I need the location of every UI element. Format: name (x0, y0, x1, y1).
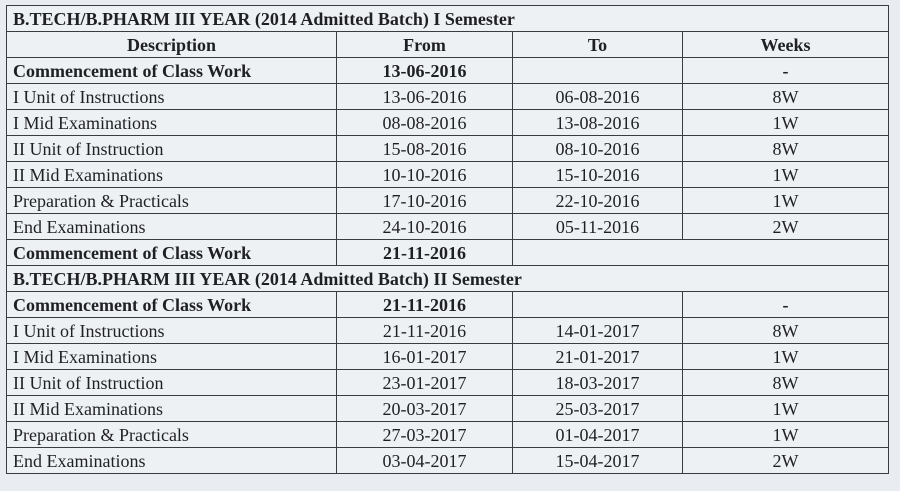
row-weeks: 1W (683, 188, 889, 214)
semester-2-title: B.TECH/B.PHARM III YEAR (2014 Admitted Batch) II Semester (7, 266, 889, 292)
table-row (7, 188, 889, 214)
table-row (7, 136, 889, 162)
row-from: 20-03-2017 (337, 396, 513, 422)
row-description: End Examinations (7, 214, 337, 240)
semester-2-heading-row (7, 266, 889, 292)
row-to: 14-01-2017 (513, 318, 683, 344)
row-description: II Unit of Instruction (7, 370, 337, 396)
row-from: 16-01-2017 (337, 344, 513, 370)
row-weeks: 1W (683, 162, 889, 188)
header-from: From (337, 32, 513, 58)
table-row (7, 396, 889, 422)
row-to: 01-04-2017 (513, 422, 683, 448)
row-from: 15-08-2016 (337, 136, 513, 162)
row-description: II Unit of Instruction (7, 136, 337, 162)
table-row (7, 58, 889, 84)
row-from: 08-08-2016 (337, 110, 513, 136)
row-description: I Unit of Instructions (7, 318, 337, 344)
row-to (513, 240, 889, 266)
row-weeks: 1W (683, 344, 889, 370)
table-row (7, 448, 889, 474)
table-row (7, 292, 889, 318)
header-to: To (513, 32, 683, 58)
table-row (7, 318, 889, 344)
row-description: II Mid Examinations (7, 162, 337, 188)
row-from: 21-11-2016 (337, 318, 513, 344)
row-weeks: - (683, 58, 889, 84)
semester-1-heading-row (7, 6, 889, 32)
row-to: 25-03-2017 (513, 396, 683, 422)
table-row (7, 84, 889, 110)
row-description: I Mid Examinations (7, 110, 337, 136)
header-description: Description (7, 32, 337, 58)
row-from: 21-11-2016 (337, 292, 513, 318)
row-description: Preparation & Practicals (7, 422, 337, 448)
row-from: 03-04-2017 (337, 448, 513, 474)
row-to: 06-08-2016 (513, 84, 683, 110)
row-from: 23-01-2017 (337, 370, 513, 396)
row-description: Commencement of Class Work (7, 240, 337, 266)
row-weeks: 2W (683, 214, 889, 240)
academic-calendar (6, 5, 888, 474)
table-row (7, 162, 889, 188)
row-weeks: 8W (683, 136, 889, 162)
row-weeks: 2W (683, 448, 889, 474)
row-from: 24-10-2016 (337, 214, 513, 240)
row-from: 10-10-2016 (337, 162, 513, 188)
row-weeks: - (683, 292, 889, 318)
row-to: 05-11-2016 (513, 214, 683, 240)
table-row (7, 240, 889, 266)
row-from: 27-03-2017 (337, 422, 513, 448)
row-weeks: 1W (683, 110, 889, 136)
row-description: I Mid Examinations (7, 344, 337, 370)
row-description: II Mid Examinations (7, 396, 337, 422)
row-to: 21-01-2017 (513, 344, 683, 370)
row-from: 13-06-2016 (337, 58, 513, 84)
row-from: 13-06-2016 (337, 84, 513, 110)
row-description: Commencement of Class Work (7, 292, 337, 318)
row-description: Preparation & Practicals (7, 188, 337, 214)
row-to: 15-04-2017 (513, 448, 683, 474)
row-to (513, 292, 683, 318)
row-to: 18-03-2017 (513, 370, 683, 396)
semester-1-title: B.TECH/B.PHARM III YEAR (2014 Admitted Batch) I Semester (7, 6, 889, 32)
table-row (7, 370, 889, 396)
row-description: I Unit of Instructions (7, 84, 337, 110)
column-header-row (7, 32, 889, 58)
schedule-table (6, 5, 889, 474)
row-to: 22-10-2016 (513, 188, 683, 214)
row-from: 17-10-2016 (337, 188, 513, 214)
row-to: 15-10-2016 (513, 162, 683, 188)
row-from: 21-11-2016 (337, 240, 513, 266)
row-to: 13-08-2016 (513, 110, 683, 136)
row-weeks: 8W (683, 370, 889, 396)
row-weeks: 8W (683, 318, 889, 344)
header-weeks: Weeks (683, 32, 889, 58)
row-to (513, 58, 683, 84)
table-row (7, 344, 889, 370)
row-weeks: 1W (683, 422, 889, 448)
table-row (7, 214, 889, 240)
row-weeks: 8W (683, 84, 889, 110)
table-row (7, 110, 889, 136)
row-to: 08-10-2016 (513, 136, 683, 162)
row-description: End Examinations (7, 448, 337, 474)
table-row (7, 422, 889, 448)
row-description: Commencement of Class Work (7, 58, 337, 84)
row-weeks: 1W (683, 396, 889, 422)
